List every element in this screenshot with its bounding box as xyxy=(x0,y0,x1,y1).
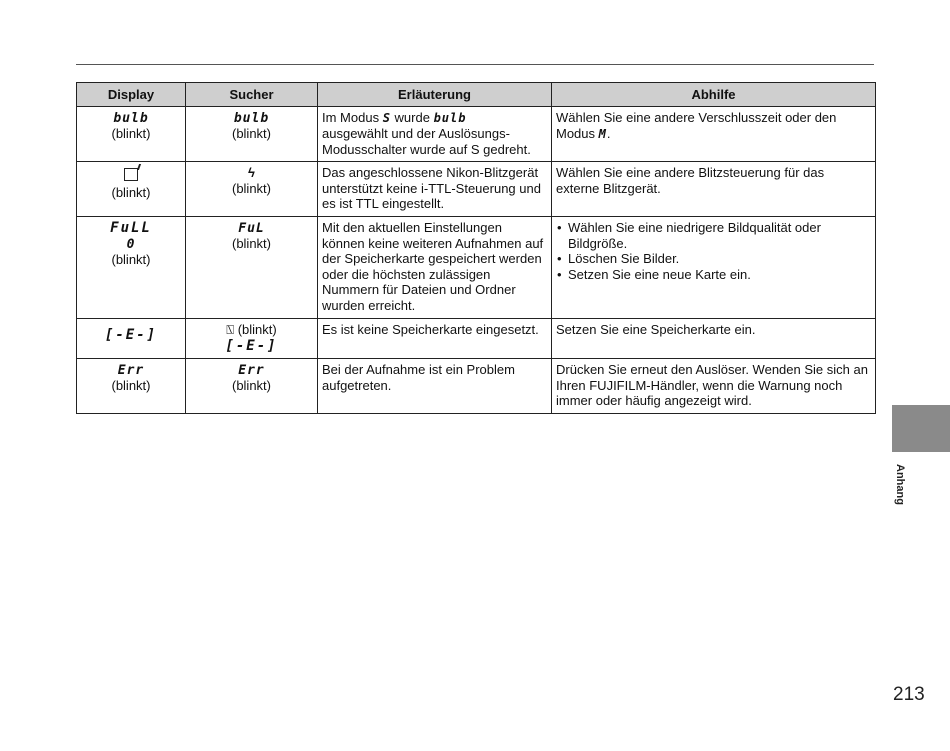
table-row xyxy=(77,217,876,319)
list-item: • Wählen Sie eine niedrigere Bildqualität oder Bildgröße. xyxy=(556,220,871,251)
header-erlaeuterung: Erläuterung xyxy=(318,83,552,107)
table-row xyxy=(77,359,876,414)
table-row xyxy=(77,319,876,359)
no-card-icon: ⍂ xyxy=(226,322,235,337)
blink-note: (blinkt) xyxy=(231,126,271,141)
header-sucher: Sucher xyxy=(186,83,318,107)
erl-text-mid: wurde xyxy=(390,110,434,125)
display-cell xyxy=(77,162,186,217)
erl-text-post: ausgewählt und der Auslösungs-Modusschalter wurde auf S gedreht. xyxy=(322,126,531,157)
list-item: • Löschen Sie Bilder. xyxy=(556,251,871,267)
header-display: Display xyxy=(77,83,186,107)
abhilfe-list xyxy=(556,220,871,282)
table-row xyxy=(77,107,876,162)
erlaeuterung-cell: Bei der Aufnahme ist ein Problem aufgetreten. xyxy=(318,359,552,414)
sucher-cell xyxy=(186,162,318,217)
table-header-row xyxy=(77,83,876,107)
flash-unit-icon xyxy=(124,168,138,181)
blink-note: (blinkt) xyxy=(111,378,151,393)
lcd-zero: 0 xyxy=(126,237,136,252)
blink-note: (blinkt) xyxy=(111,252,151,267)
lcd-no-card: [-E-] xyxy=(104,327,158,343)
list-item: • Setzen Sie eine neue Karte ein. xyxy=(556,267,871,283)
blink-note: (blinkt) xyxy=(231,378,271,393)
blink-note: (blinkt) xyxy=(231,236,271,251)
abhilfe-cell xyxy=(552,217,876,319)
display-cell xyxy=(77,217,186,319)
lcd-mode-m: M xyxy=(598,126,607,141)
abhilfe-text-post: . xyxy=(606,125,611,141)
blink-note: (blinkt) xyxy=(111,126,151,141)
lcd-err: Err xyxy=(238,363,265,378)
page-number: 213 xyxy=(893,684,925,705)
lcd-bulb: bulb xyxy=(113,111,149,126)
chapter-tab xyxy=(892,405,950,452)
blink-note: (blinkt) xyxy=(111,184,151,200)
sucher-cell xyxy=(186,359,318,414)
abhilfe-cell xyxy=(552,107,876,162)
header-abhilfe: Abhilfe xyxy=(552,83,876,107)
lcd-no-card: [-E-] xyxy=(225,337,278,354)
error-table xyxy=(76,82,876,414)
display-cell xyxy=(77,319,186,359)
abhilfe-cell: Drücken Sie erneut den Auslöser. Wenden Sie sich an Ihren FUJIFILM-Händler, wenn die Warnung noch immer oder häufig angezeigt wird. xyxy=(552,359,876,414)
blink-note: (blinkt) xyxy=(231,180,271,196)
lcd-full: FuLL xyxy=(110,220,152,236)
sucher-cell xyxy=(186,319,318,359)
chapter-label: Anhang xyxy=(894,464,906,505)
blink-note: (blinkt) xyxy=(234,322,277,337)
top-rule xyxy=(76,64,874,65)
sucher-cell xyxy=(186,107,318,162)
erlaeuterung-cell xyxy=(318,107,552,162)
abhilfe-text-pre: Wählen Sie eine andere Verschlusszeit oder den Modus xyxy=(556,110,837,141)
display-cell xyxy=(77,107,186,162)
sucher-cell xyxy=(186,217,318,319)
erlaeuterung-cell: Es ist keine Speicherkarte eingesetzt. xyxy=(318,319,552,359)
display-cell xyxy=(77,359,186,414)
abhilfe-cell: Wählen Sie eine andere Blitzsteuerung für das externe Blitzgerät. xyxy=(552,162,876,217)
abhilfe-cell: Setzen Sie eine Speicherkarte ein. xyxy=(552,319,876,359)
erlaeuterung-cell: Das angeschlossene Nikon-Blitzgerät unterstützt keine i-TTL-Steuerung und es ist TTL eingestellt. xyxy=(318,162,552,217)
table-row xyxy=(77,162,876,217)
flash-bolt-icon: ϟ xyxy=(248,165,255,180)
erl-text-pre: Im Modus xyxy=(322,110,383,125)
lcd-bulb: bulb xyxy=(433,111,467,125)
lcd-err: Err xyxy=(117,363,145,378)
lcd-ful: FuL xyxy=(238,221,265,236)
lcd-mode-s: S xyxy=(382,111,391,125)
lcd-bulb: bulb xyxy=(233,111,270,126)
erlaeuterung-cell: Mit den aktuellen Einstellungen können keine weiteren Aufnahmen auf der Speicherkarte gespeichert werden oder die höchsten zulässigen Nummern für Dateien und Ordner wurden erreicht. xyxy=(318,217,552,319)
